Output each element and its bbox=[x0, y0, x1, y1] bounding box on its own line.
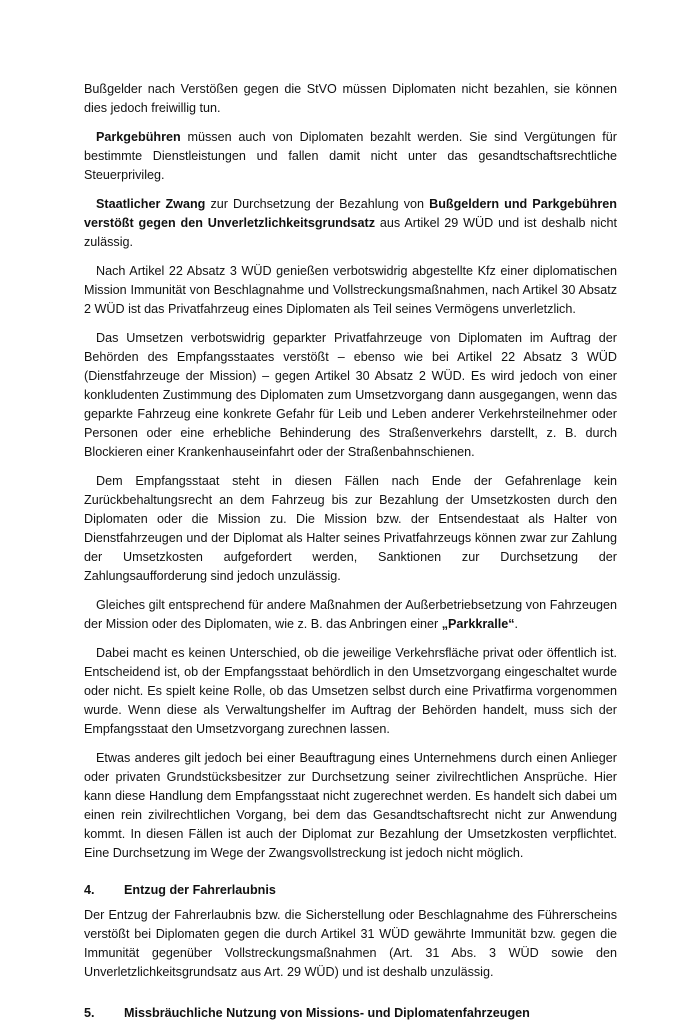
section-number: 4. bbox=[84, 883, 95, 897]
section-heading-5 bbox=[84, 1004, 617, 1023]
bold-term-parking-fees: Parkgebühren bbox=[96, 130, 181, 144]
bold-term-state-coercion: Staatlicher Zwang bbox=[96, 197, 206, 211]
section-title: Missbräuchliche Nutzung von Missions- und Diplomatenfahrzeugen bbox=[124, 1006, 530, 1020]
paragraph-wheel-clamp bbox=[84, 596, 617, 634]
paragraph-retention: Dem Empfangsstaat steht in diesen Fällen nach Ende der Gefahrenlage kein Zurückbehaltungsrecht an dem Fahrzeug bis zur Bezahlung der Umsetzkosten durch den Diplomaten oder die Mission zu. Die Mission bzw. der Entsendestaat als Halter von Dienstfahrzeugen und der Diplomat als Halter seines Privatfahrzeugs können zwar zur Zahlung der Umsetzkosten aufgefordert werden, Sanktionen zur Durchsetzung der Zahlungsaufforderung sind jedoch unzulässig. bbox=[84, 474, 617, 583]
section-title: Entzug der Fahrerlaubnis bbox=[124, 883, 276, 897]
paragraph-traffic-area: Dabei macht es keinen Unterschied, ob die jeweilige Verkehrsfläche privat oder öffentlich ist. Entscheidend ist, ob der Empfangsstaat behördlich in den Umsetzvorgang eingeschaltet wurde oder nicht. Es spielt keine Rolle, ob das Umsetzen selbst durch eine Privatfirma vorgenommen wurde. Wenn diese als Verwaltungshelfer im Auftrag der Behörden handelt, muss sich der Empfangsstaat den Umsetzvorgang zurechnen lassen. bbox=[84, 646, 617, 736]
document-page bbox=[84, 80, 617, 1029]
paragraph-license-withdrawal: Der Entzug der Fahrerlaubnis bzw. die Sicherstellung oder Beschlagnahme des Führerscheins verstößt bei Diplomaten gegen die durch Artikel 31 WÜD gewährte Immunität bzw. gegen die Immunität gegenüber Vollstreckungsmaßnahmen (Art. 31 Abs. 3 WÜD sowie den Unverletzlichkeitsgrundsatz aus Art. 29 WÜD) und ist deshalb unzulässig. bbox=[84, 908, 617, 979]
paragraph-state-coercion bbox=[84, 195, 617, 252]
section-number: 5. bbox=[84, 1006, 95, 1020]
paragraph-fines: Bußgelder nach Verstößen gegen die StVO müssen Diplomaten nicht bezahlen, sie können dies jedoch freiwillig tun. bbox=[84, 82, 617, 115]
paragraph-text: zur Durchsetzung der Bezahlung von bbox=[205, 197, 430, 211]
paragraph-parking-fees bbox=[84, 128, 617, 185]
paragraph-towing: Das Umsetzen verbotswidrig geparkter Privatfahrzeuge von Diplomaten im Auftrag der Behörden des Empfangsstaates verstößt – ebenso wie bei Artikel 22 Absatz 3 WÜD (Dienstfahrzeuge der Mission) – gegen Artikel 30 Absatz 2 WÜD. Es wird jedoch von einer konkludenten Zustimmung des Diplomaten zum Umsetzvorgang dann ausgegangen, wenn das geparkte Fahrzeug eine konkrete Gefahr für Leib und Leben anderer Verkehrsteilnehmer oder Personen oder eine erhebliche Behinderung des Straßenverkehrs darstellt, z. B. durch Blockieren einer Krankenhauseinfahrt oder der Straßenbahnschienen. bbox=[84, 331, 617, 459]
paragraph-text: müssen auch von Diplomaten bezahlt werden. Sie sind Vergütungen für bestimmte Dienstleistungen und fallen damit nicht unter das gesandtschaftsrechtliche Steuerprivileg. bbox=[84, 130, 617, 182]
bold-term-parkkralle: „Parkkralle“ bbox=[441, 617, 515, 631]
bold-term-inviolability: Bußgeldern und Parkgebühren verstößt gegen den Unverletzlichkeitsgrundsatz bbox=[84, 197, 617, 230]
paragraph-text: Gleiches gilt entsprechend für andere Maßnahmen der Außerbetriebsetzung von Fahrzeugen der Mission oder des Diplomaten, wie z. B. das Anbringen einer bbox=[84, 598, 617, 631]
section-heading-4 bbox=[84, 881, 617, 900]
paragraph-private-towing: Etwas anderes gilt jedoch bei einer Beauftragung eines Unternehmens durch einen Anlieger oder privaten Grundstücksbesitzer zur Durchsetzung seiner zivilrechtlichen Ansprüche. Hier kann diese Handlung dem Empfangsstaat nicht zugerechnet werden. Es handelt sich dabei um einen rein zivilrechtlichen Vorgang, bei dem das Gesandtschaftsrecht nicht zur Anwendung kommt. In diesen Fällen ist auch der Diplomat zur Bezahlung der Umsetzkosten verpflichtet. Eine Durchsetzung im Wege der Zwangsvollstreckung ist jedoch nicht möglich. bbox=[84, 751, 617, 860]
paragraph-text: . bbox=[514, 617, 519, 631]
paragraph-text: aus Artikel 29 WÜD und ist deshalb nicht zulässig. bbox=[84, 216, 618, 249]
paragraph-immunity-vehicles: Nach Artikel 22 Absatz 3 WÜD genießen verbotswidrig abgestellte Kfz einer diplomatischen Mission Immunität von Beschlagnahme und Vollstreckungsmaßnahmen, nach Artikel 30 Absatz 2 WÜD ist das Privatfahrzeug eines Diplomaten als Teil seines Vermögens unverletzlich. bbox=[84, 264, 617, 316]
